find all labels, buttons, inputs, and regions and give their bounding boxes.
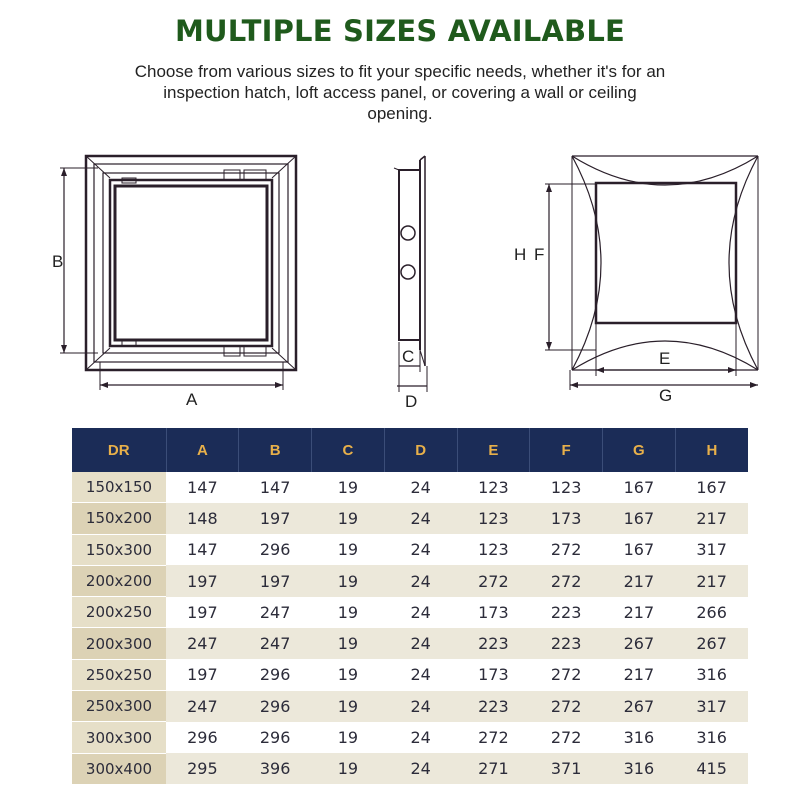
dimension-cell-h: 167 [696, 477, 727, 497]
dim-label-b: B [52, 252, 64, 271]
dimension-cell-a: 147 [187, 540, 218, 560]
size-label-cell: 150x150 [72, 472, 166, 503]
dimension-cell-f: 272 [550, 665, 582, 685]
dimension-cell-b: 197 [239, 565, 312, 596]
dimension-cell-c: 19 [337, 602, 359, 622]
dimension-cell-a: 197 [166, 565, 239, 596]
column-header-e: E [457, 428, 530, 472]
table-row [72, 691, 748, 722]
column-header-c: C [312, 428, 385, 472]
dimension-cell-d: 24 [410, 477, 431, 497]
dimension-cell-d: 24 [410, 540, 431, 560]
page-subtitle: Choose from various sizes to fit your specific needs, whether it's for an inspection hatch, loft access panel, or covering a wall or ceiling opening. [134, 62, 666, 123]
dimension-cell-h: 217 [675, 503, 748, 534]
dimension-cell-c: 19 [312, 753, 385, 784]
dimension-cell-b: 296 [259, 665, 291, 685]
dimension-cell-f: 371 [530, 753, 603, 784]
dimension-cell-d: 24 [384, 565, 457, 596]
dimension-cell-g: 217 [603, 565, 676, 596]
dimension-cell-f: 272 [530, 565, 603, 596]
dimension-cell-a: 247 [166, 691, 239, 722]
dimension-cell-d: 24 [384, 691, 457, 722]
dimension-cell-h: 316 [696, 728, 727, 748]
rear-view-diagram [545, 156, 758, 390]
dimension-cell-e: 173 [478, 602, 509, 622]
dimension-cell-b: 247 [239, 628, 312, 659]
size-label-cell: 150x200 [72, 503, 166, 534]
dim-label-g: G [659, 386, 673, 405]
dimension-cell-g: 167 [623, 540, 655, 560]
dimension-cell-c: 19 [337, 477, 359, 497]
dimension-cell-f: 223 [530, 628, 603, 659]
dimension-cell-c: 19 [312, 691, 385, 722]
page-title: MULTIPLE SIZES AVAILABLE [174, 14, 626, 48]
dimension-cell-f: 272 [550, 728, 582, 748]
sizes-table [72, 428, 748, 785]
dimension-cell-a: 197 [187, 665, 218, 685]
dimension-cell-d: 24 [384, 503, 457, 534]
dimension-cell-h: 266 [696, 602, 727, 622]
dimension-cell-f: 173 [530, 503, 603, 534]
dimension-cell-c: 19 [337, 665, 359, 685]
dimension-cell-h: 316 [696, 665, 727, 685]
table-row [72, 659, 748, 690]
dimension-cell-a: 148 [166, 503, 239, 534]
dimension-cell-c: 19 [337, 540, 359, 560]
dimension-cell-g: 316 [603, 753, 676, 784]
table-row [72, 503, 748, 534]
dimension-cell-d: 24 [384, 753, 457, 784]
table-row [72, 753, 748, 784]
table-header-row [72, 428, 748, 472]
table-row [72, 534, 748, 565]
dimension-cell-c: 19 [337, 728, 359, 748]
dimension-cell-b: 147 [259, 477, 291, 497]
dimension-cell-h: 317 [696, 540, 727, 560]
column-header-b: B [239, 428, 312, 472]
dim-label-a: A [186, 390, 198, 409]
dimension-cell-e: 123 [478, 540, 509, 560]
column-header-h: H [675, 428, 748, 472]
size-label-cell: 150x300 [72, 534, 166, 565]
dimension-cell-h: 415 [675, 753, 748, 784]
dimension-cell-g: 217 [623, 602, 655, 622]
dimension-cell-e: 123 [478, 477, 509, 497]
dimension-diagrams [0, 140, 800, 420]
dimension-cell-d: 24 [410, 728, 431, 748]
dimension-cell-f: 272 [530, 691, 603, 722]
dimension-cell-g: 167 [623, 477, 655, 497]
dimension-cell-b: 296 [259, 540, 291, 560]
dim-label-d: D [405, 392, 418, 411]
dimension-cell-b: 197 [239, 503, 312, 534]
front-view-diagram [60, 156, 296, 390]
dimension-cell-a: 296 [187, 728, 218, 748]
dimension-cell-a: 295 [166, 753, 239, 784]
size-label-cell: 250x250 [72, 659, 166, 690]
dimension-cell-e: 223 [457, 691, 530, 722]
size-label-cell: 200x250 [72, 597, 166, 628]
dimension-cell-e: 271 [457, 753, 530, 784]
size-label-cell: 200x200 [72, 565, 166, 596]
dimension-cell-d: 24 [384, 628, 457, 659]
dimension-cell-e: 272 [478, 728, 509, 748]
dimension-cell-h: 317 [675, 691, 748, 722]
dimension-cell-b: 296 [239, 691, 312, 722]
dimension-cell-b: 396 [239, 753, 312, 784]
dimension-cell-b: 247 [259, 602, 291, 622]
dimension-cell-c: 19 [312, 565, 385, 596]
dimension-cell-e: 123 [457, 503, 530, 534]
dimension-cell-h: 267 [675, 628, 748, 659]
dim-label-e: E [659, 349, 671, 368]
dimension-cell-g: 267 [603, 691, 676, 722]
dimension-cell-g: 267 [603, 628, 676, 659]
dimension-cell-a: 197 [187, 602, 218, 622]
diagrams-svg [0, 140, 800, 420]
dimension-cell-e: 272 [457, 565, 530, 596]
dimension-cell-e: 173 [478, 665, 509, 685]
dim-label-h: H [514, 245, 527, 264]
dimension-cell-c: 19 [312, 628, 385, 659]
column-header-a: A [166, 428, 239, 472]
dimension-cell-h: 217 [675, 565, 748, 596]
dimension-cell-g: 167 [603, 503, 676, 534]
table-row [72, 722, 748, 753]
size-label-cell: 200x300 [72, 628, 166, 659]
column-header-d: D [384, 428, 457, 472]
table-row [72, 628, 748, 659]
dimension-cell-a: 247 [166, 628, 239, 659]
size-label-cell: 300x400 [72, 753, 166, 784]
dimension-cell-b: 296 [259, 728, 291, 748]
dimension-cell-a: 147 [187, 477, 218, 497]
dimension-cell-d: 24 [410, 602, 431, 622]
column-header-dr: DR [72, 428, 166, 472]
dimension-cell-d: 24 [410, 665, 431, 685]
table-row [72, 472, 748, 503]
dimension-cell-e: 223 [457, 628, 530, 659]
dim-label-c: C [402, 347, 415, 366]
column-header-f: F [530, 428, 603, 472]
dimension-cell-f: 223 [550, 602, 582, 622]
table-row [72, 565, 748, 596]
size-label-cell: 300x300 [72, 722, 166, 753]
dimension-cell-f: 123 [550, 477, 582, 497]
dimension-cell-f: 272 [550, 540, 582, 560]
column-header-g: G [603, 428, 676, 472]
dimension-cell-c: 19 [312, 503, 385, 534]
dimension-cell-g: 217 [623, 665, 655, 685]
dim-label-f: F [534, 245, 545, 264]
size-label-cell: 250x300 [72, 691, 166, 722]
table-body [72, 472, 748, 784]
dimension-cell-g: 316 [623, 728, 655, 748]
table-row [72, 597, 748, 628]
